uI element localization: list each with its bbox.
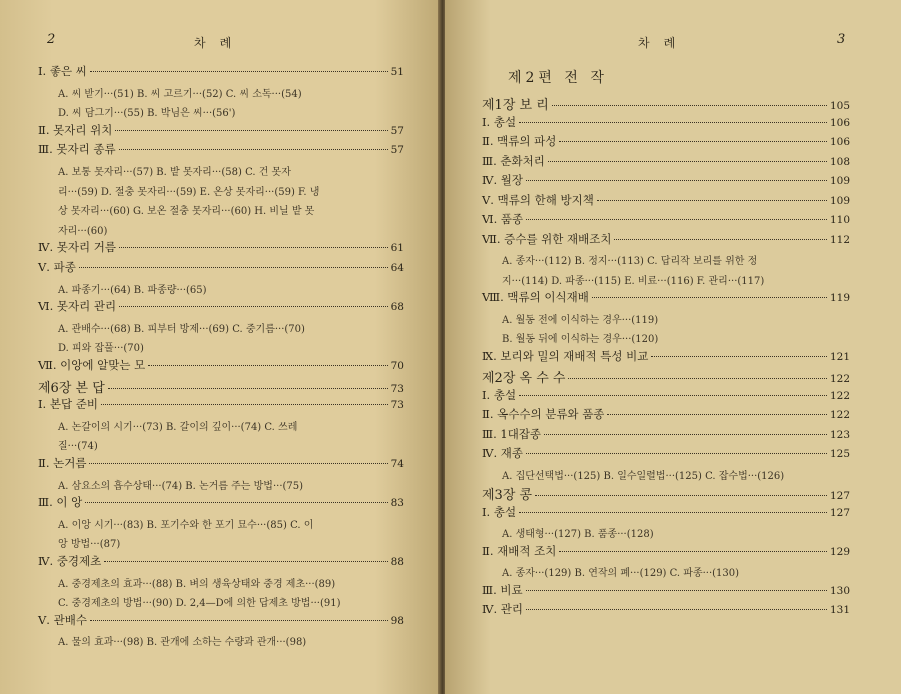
running-title: 차례 [638,36,690,50]
dot-leader [526,590,827,591]
toc-entry-title: 제6장 본 답 [38,380,105,396]
toc-entry[interactable] [38,122,404,138]
toc-entry[interactable] [38,396,404,412]
toc-entry-title: Ⅴ. 관배수 [38,612,87,627]
toc-entry-title: Ⅷ. 맥류의 이식재배 [482,290,589,304]
dot-leader [597,200,827,201]
toc-subentries: A. 관배수···(68) B. 피부터 방제···(69) C. 중기름···(70) [58,323,305,335]
dot-leader [552,105,827,106]
dot-leader [607,414,827,415]
toc-subentries: A. 종자···(112) B. 정지···(113) C. 답리작 보리를 위한 정 [502,256,758,267]
dot-leader [526,453,827,454]
toc-entry-title: Ⅰ. 본답 준비 [38,397,98,412]
toc-page-number: 88 [390,556,404,568]
toc-page-number: 130 [829,584,850,597]
toc-entry[interactable] [482,582,850,598]
toc-page-number: 127 [829,490,850,502]
toc-page-number: 105 [829,100,850,112]
toc-entry-title: Ⅴ. 파종 [38,260,76,274]
toc-entry-title: Ⅱ. 재배적 조치 [482,543,557,558]
dot-leader [526,219,827,220]
toc-entry-title: Ⅶ. 증수를 위한 재배조치 [482,231,612,246]
dot-leader [559,141,827,142]
dot-leader [535,495,827,496]
toc-entry-title: Ⅳ. 못자리 거름 [38,240,116,255]
toc-entry[interactable] [482,231,850,247]
toc-page-number: 61 [390,242,404,255]
toc-chapter[interactable] [482,484,850,503]
toc-entry[interactable] [482,289,850,305]
toc-page-number: 106 [829,116,850,129]
dot-leader [101,404,388,405]
toc-chapter[interactable] [482,94,850,113]
toc-entry[interactable] [38,298,404,314]
dot-leader [519,512,827,513]
toc-page-number: 83 [390,497,404,510]
toc-entry-title: Ⅲ. 비료 [482,582,523,597]
toc-chapter[interactable] [482,367,850,386]
toc-entry[interactable] [482,426,850,442]
toc-page-number: 64 [390,262,404,274]
left-page [0,0,441,694]
part-title: 제2편 전 작 [508,70,608,86]
toc-page-number: 98 [390,614,404,627]
toc-page-number: 68 [390,301,404,314]
toc-page-number: 122 [829,373,850,385]
dot-leader [559,551,827,552]
toc-entry-title: Ⅳ. 관리 [482,602,524,616]
right-page [445,0,901,694]
toc-entry[interactable] [38,494,404,510]
toc-subentries: A. 이앙 시기···(83) B. 포기수와 한 포기 묘수···(85) C. 이 [58,519,314,531]
toc-subentries: 자리···(60) [58,225,108,237]
dot-leader [544,434,827,435]
toc-page-number: 122 [829,409,850,421]
toc-page-number: 129 [829,545,850,558]
toc-page-number: 123 [829,428,850,441]
dot-leader [526,180,827,181]
toc-entry[interactable] [38,553,404,569]
toc-entry[interactable] [38,239,404,255]
toc-page-number: 127 [829,506,850,519]
dot-leader [148,365,387,366]
toc-page-number: 110 [829,214,850,226]
toc-subentries: 지···(114) D. 파종···(115) E. 비료···(116) F. 관리···(117) [502,275,765,287]
toc-page-number: 125 [829,448,850,460]
dot-leader [108,388,388,389]
toc-page-number: 112 [829,233,850,246]
toc-chapter[interactable] [38,377,404,396]
toc-entry-title: Ⅲ. 이 앙 [38,495,83,510]
dot-leader [104,561,387,562]
toc-entry[interactable] [482,406,850,422]
dot-leader [651,356,827,357]
toc-entry-title: Ⅸ. 보리와 밀의 재배적 특성 비교 [482,348,649,363]
toc-entry[interactable] [38,455,404,471]
toc-entry-title: Ⅴ. 맥류의 한해 방지책 [482,192,594,207]
toc-subentries: D. 씨 담그기···(55) B. 박님은 씨···(56') [58,108,236,120]
page-number: 3 [837,32,846,47]
dot-leader [568,378,826,379]
toc-entry-title: Ⅲ. 1대잡종 [482,426,542,441]
toc-page-number: 131 [829,604,850,616]
toc-subentries: 앙 방법···(87) [58,539,121,551]
dot-leader [614,239,827,240]
toc-subentries: A. 보통 못자리···(57) B. 밭 못자리···(58) C. 건 못자 [58,167,291,178]
toc-page-number: 74 [390,458,404,470]
toc-entry[interactable] [482,211,850,227]
dot-leader [115,130,387,131]
toc-entry[interactable] [482,387,850,403]
toc-entry[interactable] [482,601,850,617]
toc-subentries: A. 논갈이의 시기···(73) B. 갈이의 깊이···(74) C. 쓰레 [58,421,298,433]
toc-entry[interactable] [482,348,850,364]
toc-entry-title: Ⅱ. 못자리 위치 [38,122,113,137]
toc-entry-title: Ⅲ. 못자리 종류 [38,142,116,157]
toc-entry[interactable] [482,504,850,520]
toc-entry-title: Ⅱ. 옥수수의 분류와 품종 [482,407,605,421]
toc-entry-title: Ⅵ. 못자리 관리 [38,299,117,314]
toc-subentries: A. 생태형···(127) B. 품종···(128) [502,529,654,540]
toc-entry-title: 제3장 콩 [482,488,533,503]
toc-page-number: 109 [829,194,850,207]
toc-entry-title: Ⅱ. 맥류의 파성 [482,134,557,148]
dot-leader [119,247,388,248]
toc-entry-title: Ⅳ. 중경제초 [38,554,102,568]
toc-entry[interactable] [482,543,850,559]
toc-subentries: A. 종자···(129) B. 연작의 폐···(129) C. 파종···(130) [502,568,740,579]
toc-page-number: 121 [829,350,850,363]
toc-subentries: D. 피와 잡풀···(70) [58,343,144,355]
dot-leader [592,297,827,298]
toc-entry[interactable] [482,133,850,149]
dot-leader [519,122,827,123]
toc-entry-title: Ⅲ. 춘화처리 [482,153,545,168]
toc-page-number: 119 [829,292,850,304]
toc-entry[interactable] [482,192,850,208]
toc-page-number: 106 [829,136,850,148]
toc-page-number: 122 [829,389,850,402]
toc-page-number: 73 [390,399,404,412]
toc-entry-title: 제2장 옥 수 수 [482,371,566,386]
dot-leader [119,149,388,150]
toc-entry-title: Ⅰ. 총설 [482,114,517,129]
toc-entry-title: Ⅱ. 논거름 [38,456,87,470]
toc-entry-title: Ⅶ. 이앙에 알맞는 모 [38,358,146,372]
toc-subentries: A. 삼요소의 흡수상태···(74) B. 논거름 주는 방법···(75) [58,480,304,492]
dot-leader [519,395,827,396]
dot-leader [119,306,388,307]
toc-subentries: B. 월동 뒤에 이식하는 경우···(120) [502,334,659,345]
dot-leader [89,463,387,464]
dot-leader [79,267,388,268]
toc-entry-title: Ⅰ. 총설 [482,504,517,519]
toc-entry-title: Ⅳ. 월장 [482,173,524,187]
dot-leader [90,620,388,621]
toc-entry[interactable] [482,114,850,130]
toc-entry-title: Ⅵ. 품종 [482,212,524,226]
toc-page-number: 57 [390,124,404,137]
dot-leader [548,161,827,162]
toc-subentries: A. 파종기···(64) B. 파종량···(65) [58,284,207,296]
running-title: 차례 [194,36,246,50]
toc-entry[interactable] [38,612,404,628]
toc-entry[interactable] [38,63,404,79]
toc-page-number: 51 [390,66,404,78]
dot-leader [85,502,387,503]
toc-subentries: A. 중경제초의 효과···(88) B. 벼의 생육상태와 중경 제초···(89) [58,578,336,590]
toc-entry-title: Ⅰ. 총설 [482,387,517,402]
toc-subentries: A. 씨 받기···(51) B. 씨 고르기···(52) C. 씨 소독···(54) [58,88,302,100]
dot-leader [90,71,388,72]
toc-entry[interactable] [38,259,404,275]
toc-subentries: C. 중경제초의 방법···(90) D. 2,4—D에 의한 답제초 방법···(91) [58,598,341,610]
toc-entry[interactable] [482,172,850,188]
toc-entry[interactable] [38,357,404,373]
toc-page-number: 73 [390,382,404,395]
toc-entry-title: Ⅳ. 재종 [482,446,524,460]
page-number: 2 [47,32,56,47]
toc-subentries: 리···(59) D. 절충 못자리···(59) E. 온상 못자리···(59) F. 냉 [58,186,320,198]
toc-subentries: 질···(74) [58,441,98,453]
toc-subentries: A. 월동 전에 이식하는 경우···(119) [502,314,659,326]
toc-page-number: 57 [390,144,404,157]
toc-page-number: 108 [829,155,850,168]
toc-entry-title: 제1장 보 리 [482,98,549,113]
dot-leader [526,609,827,610]
toc-entry-title: Ⅰ. 좋은 씨 [38,64,87,78]
toc-subentries: A. 물의 효과···(98) B. 관개에 소하는 수량과 관개···(98) [58,637,307,649]
toc-entry[interactable] [482,445,850,461]
toc-subentries: A. 집단선택법···(125) B. 일수일렬법···(125) C. 잡수법···(126) [502,470,785,482]
toc-subentries: 상 못자리···(60) G. 보온 절충 못자리···(60) H. 비닐 밭 못 [58,206,315,218]
toc-entry[interactable] [38,141,404,157]
toc-entry[interactable] [482,153,850,169]
toc-page-number: 109 [829,175,850,187]
toc-page-number: 70 [390,360,404,372]
